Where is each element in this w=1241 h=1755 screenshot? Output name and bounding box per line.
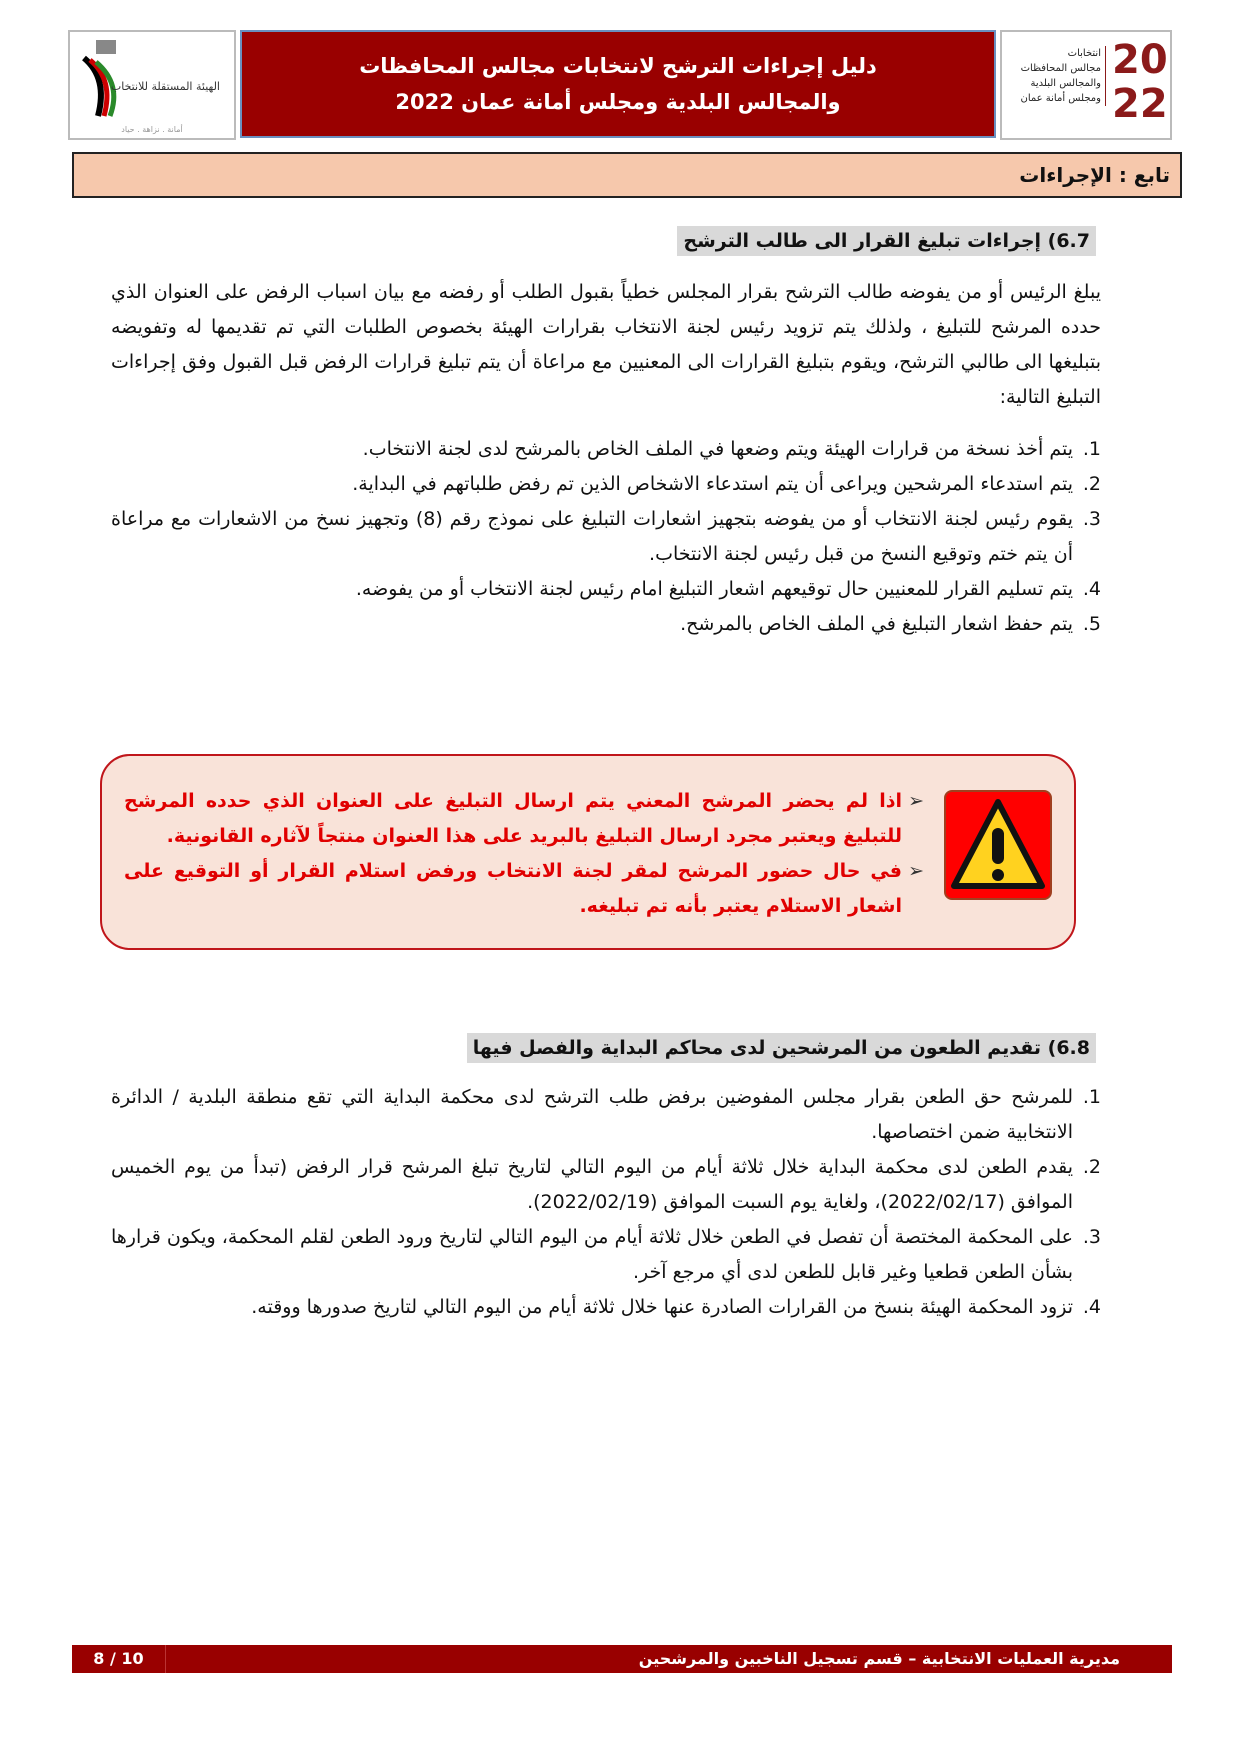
warning-bullet [124,854,924,924]
warning-bullet-text: في حال حضور المرشح لمقر لجنة الانتخاب ورفض استلام القرار أو التوقيع على اشعار الاستلام يعتبر بأنه تم تبليغه. [124,860,902,917]
list-item [111,1080,1101,1150]
item-text: يتم استدعاء المرشحين ويراعى أن يتم استدعاء الاشخاص الذين تم رفض طلباتهم في البداية. [352,473,1073,495]
item-number: 4. [1082,578,1101,600]
logo-line: والمجالس البلدية [1030,78,1101,89]
item-number: 5. [1082,613,1101,635]
list-item [111,1220,1101,1290]
logo-line: ومجلس أمانة عمان [1020,93,1101,104]
document-title [240,30,996,138]
item-text: يتم تسليم القرار للمعنيين حال توقيعهم اشعار التبليغ امام رئيس لجنة الانتخاب أو من يفوضه. [355,578,1073,600]
commission-logo [68,30,236,140]
item-text: يقدم الطعن لدى محكمة البداية خلال ثلاثة أيام من اليوم التالي لتاريخ تبلغ المرشح قرار الرفض (تبدأ من يوم الخميس الموافق (2022/02/17)، ولغاية يوم السبت الموافق (2022/02/19). [111,1156,1073,1213]
commission-name: الهيئة المستقلة للانتخاب [110,80,220,93]
page-footer [72,1645,1172,1673]
section-6-7-list [111,432,1101,642]
item-number: 2. [1082,473,1101,495]
item-number: 2. [1082,1156,1101,1178]
warning-triangle-icon [944,790,1052,900]
item-text: يتم أخذ نسخة من قرارات الهيئة ويتم وضعها في الملف الخاص بالمرشح لدى لجنة الانتخاب. [362,438,1073,460]
logo-year-bottom: 22 [1112,81,1168,127]
section-6-8-list [111,1080,1101,1325]
title-line-2: والمجالس البلدية ومجلس أمانة عمان 2022 [395,90,841,114]
section-6-7-heading: 6.7) إجراءات تبليغ القرار الى طالب الترشح [677,226,1096,256]
logo-year [1112,37,1168,127]
list-item [111,1290,1101,1325]
logo-text [1020,46,1106,106]
warning-bullet [124,784,924,854]
title-line-1: دليل إجراءات الترشح لانتخابات مجالس المحافظات [359,54,877,78]
list-item [111,467,1101,502]
item-number: 1. [1082,1086,1101,1108]
item-text: يقوم رئيس لجنة الانتخاب أو من يفوضه بتجهيز اشعارات التبليغ على نموذج رقم (8) وتجهيز نسخ من الاشعارات مع مراعاة أن يتم ختم وتوقيع النسخ من قبل رئيس لجنة الانتخاب. [111,508,1073,565]
item-text: يتم حفظ اشعار التبليغ في الملف الخاص بالمرشح. [680,613,1073,635]
list-item [111,607,1101,642]
section-banner: تابع : الإجراءات [72,152,1182,198]
logo-line: انتخابات [1067,48,1101,59]
logo-line: مجالس المحافظات [1020,63,1101,74]
section-6-7-paragraph: يبلغ الرئيس أو من يفوضه طالب الترشح بقرار المجلس خطياً بقبول الطلب أو رفضه مع بيان اسباب الرفض على العنوان الذي حدده المرشح للتبليغ ، ولذلك يتم تزويد رئيس لجنة الانتخاب بقرارات الهيئة بخصوص الطلبات التي تم تقديمها له وتفويضه بتبليغها الى طالبي الترشح، ويقوم بتبليغ القرارات الى المعنيين مع مراعاة أن يتم تبليغ قرارات الرفض قبل القبول وفق إجراءات التبليغ التالية: [111,281,1101,408]
footer-department: مديرية العمليات الانتخابية – قسم تسجيل الناخبين والمرشحين [638,1649,1120,1668]
logo-year-top: 20 [1112,37,1168,83]
section-6-8-heading: 6.8) تقديم الطعون من المرشحين لدى محاكم البداية والفصل فيها [467,1033,1096,1063]
item-text: على المحكمة المختصة أن تفصل في الطعن خلال ثلاثة أيام من اليوم التالي لتاريخ ورود الطعن لقلم المحكمة، ويكون قرارها بشأن الطعن قطعيا وغير قابل للطعن لدى أي مرجع آخر. [111,1226,1073,1283]
chevron-bullet-icon: ➢ [908,860,924,882]
item-text: تزود المحكمة الهيئة بنسخ من القرارات الصادرة عنها خلال ثلاثة أيام من اليوم التالي لتاريخ صدورها ووقته. [251,1296,1073,1318]
page-number: 8 / 10 [72,1645,166,1673]
item-text: للمرشح حق الطعن بقرار مجلس المفوضين برفض طلب الترشح لدى محكمة البداية التي تقع منطقة البلدية / الدائرة الانتخابية ضمن اختصاصها. [111,1086,1073,1143]
list-item [111,502,1101,572]
list-item [111,1150,1101,1220]
warning-text [124,784,924,924]
warning-callout [100,754,1076,950]
item-number: 3. [1082,508,1101,530]
item-number: 3. [1082,1226,1101,1248]
item-number: 1. [1082,438,1101,460]
item-number: 4. [1082,1296,1101,1318]
list-item [111,572,1101,607]
list-item [111,432,1101,467]
warning-bullet-text: اذا لم يحضر المرشح المعني يتم ارسال التبليغ على العنوان الذي حدده المرشح للتبليغ ويعتبر مجرد ارسال التبليغ بالبريد على هذا العنوان منتجاً لآثاره القانونية. [124,790,902,847]
commission-motto: أمانة . نزاهة . حياد [121,125,183,134]
chevron-bullet-icon: ➢ [908,790,924,812]
elections-2022-logo [1000,30,1172,140]
jordan-flag-ballot-icon [78,38,138,118]
